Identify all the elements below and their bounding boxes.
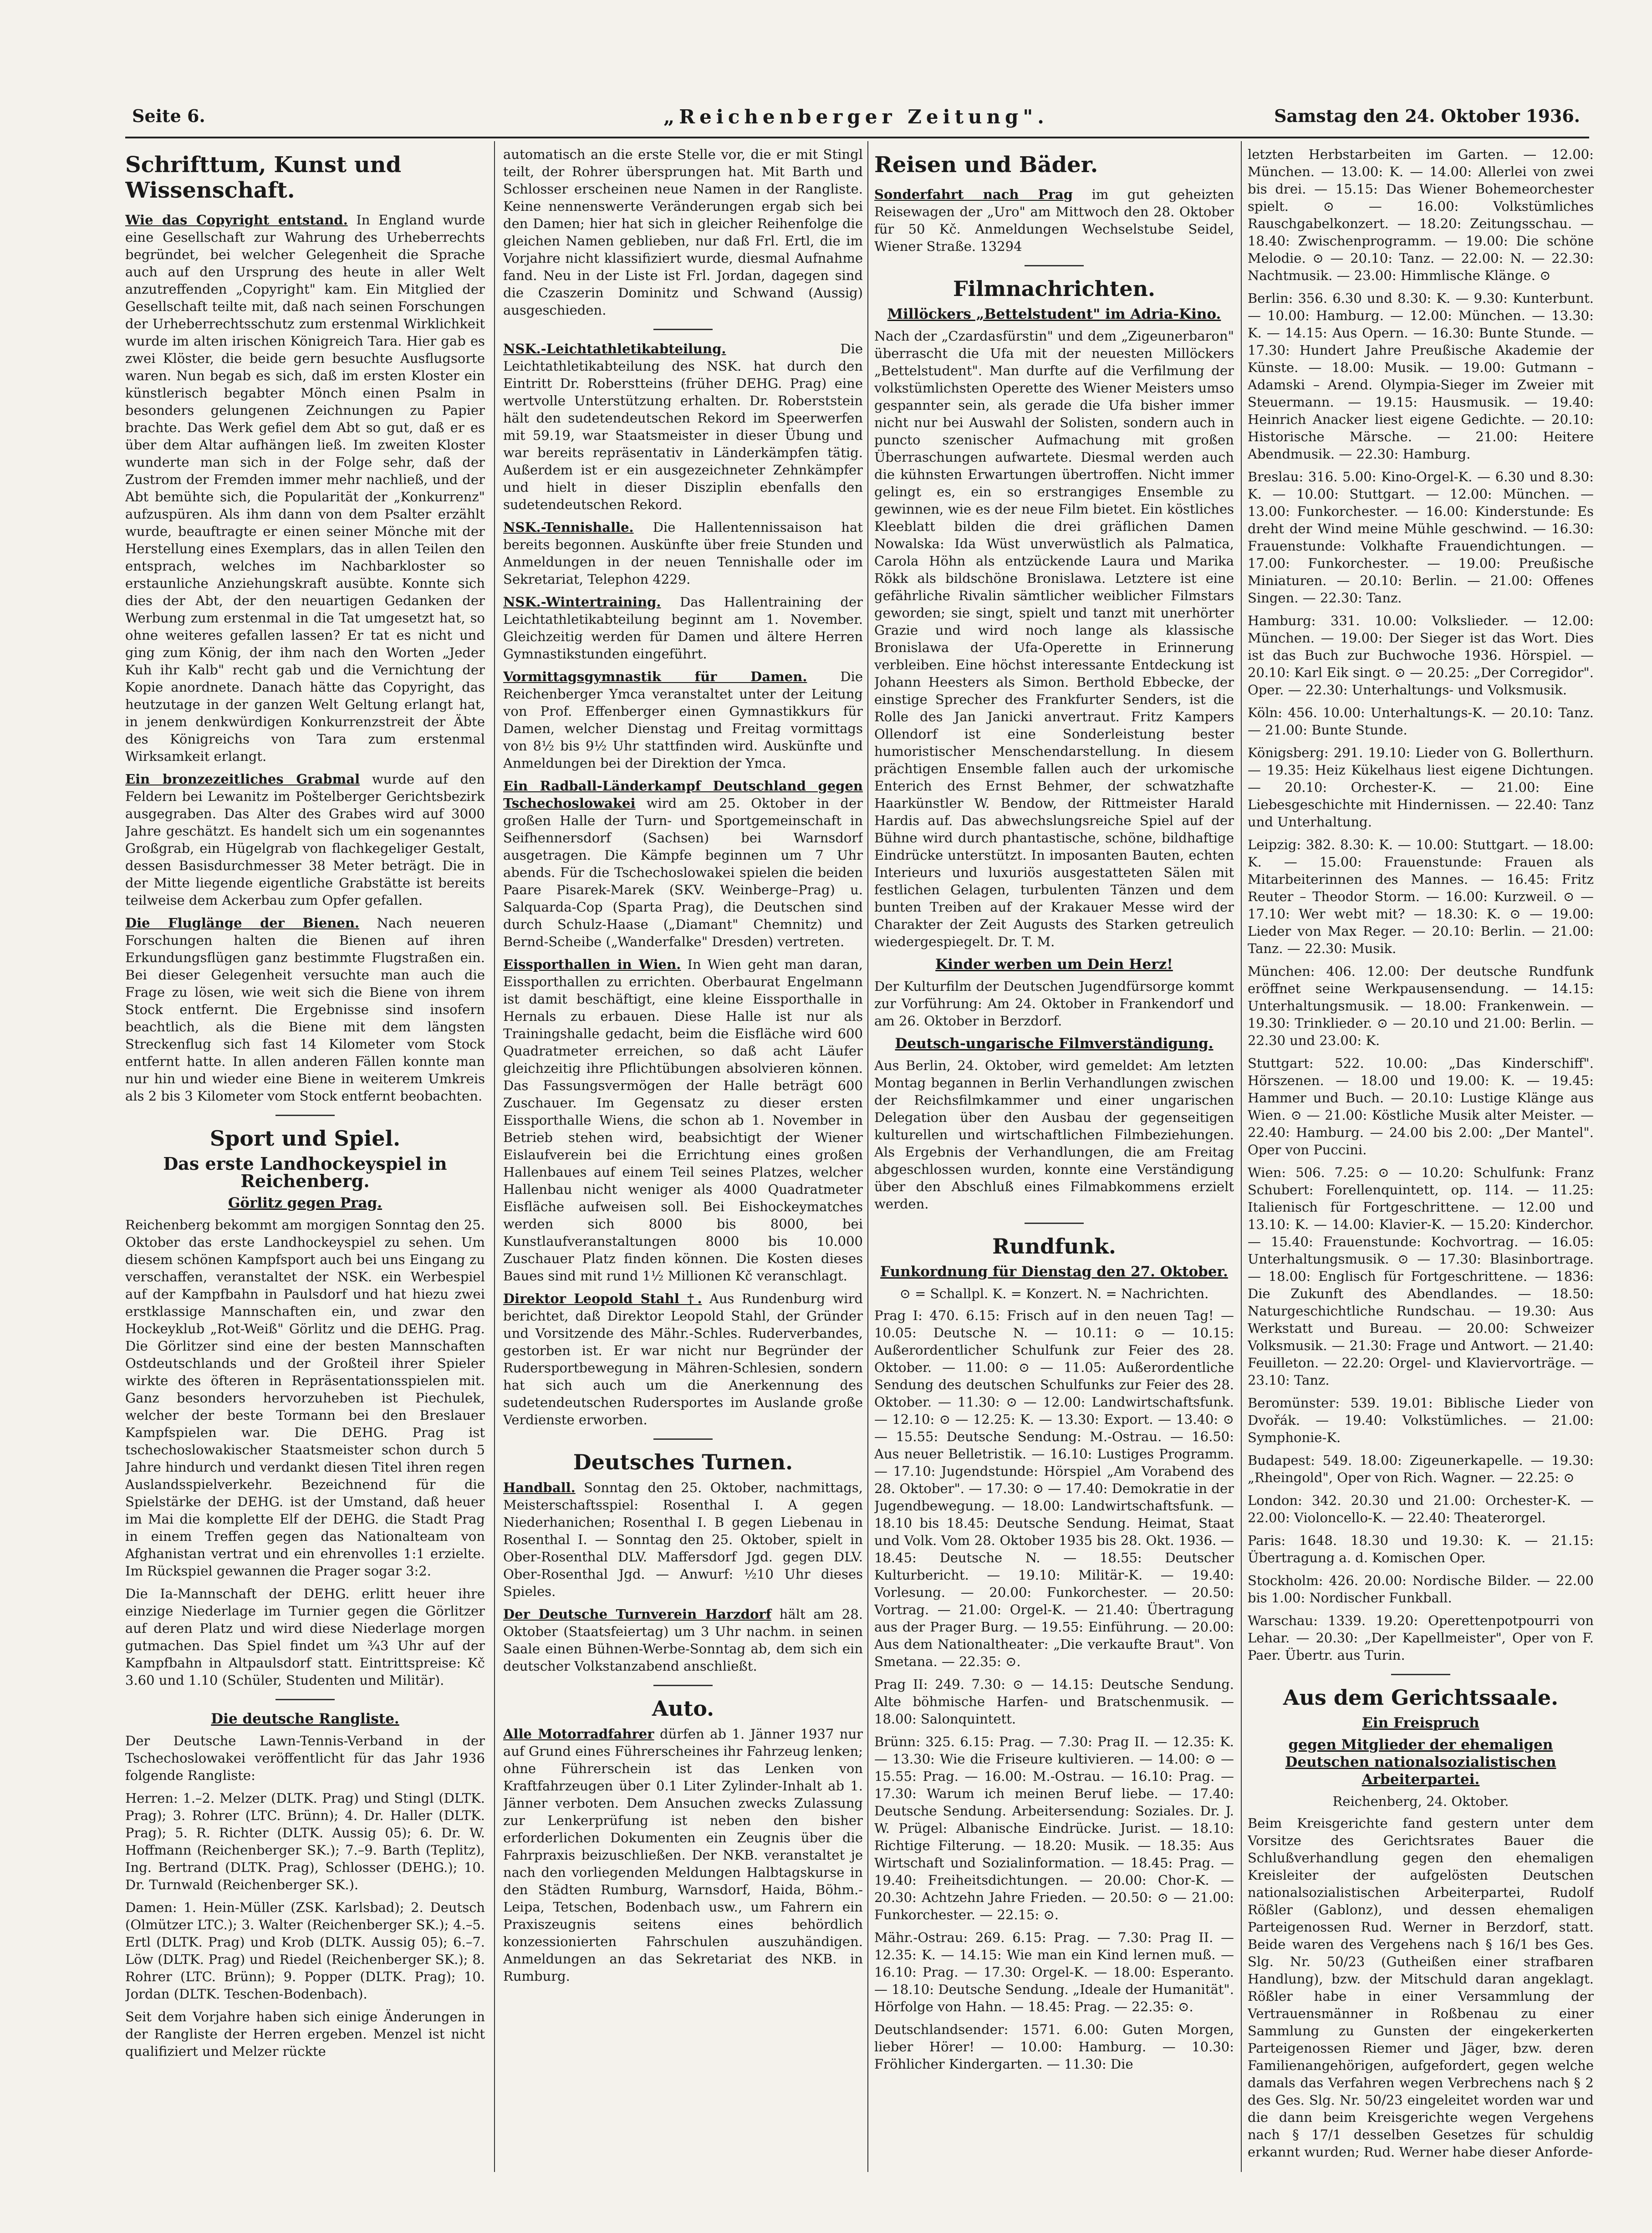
radio-listing-muenchen: München: 406. 12.00: Der deutsche Rundfunk eröffnet seine Werkpausensendung. — 14.15: Unterhaltungsmusik. — 18.00: Frankenwein. — 19.30: Trinklieder. ⊙ — 20.10 und 21.00: Berlin. — 22.30 und 23.00: K. <box>1248 964 1594 1048</box>
article-body: Nach neueren Forschungen halten die Bienen auf ihren Erkundungsflügen ganz bestimmte Flugstraßen ein. Bei dieser Gelegenheit versuchte man auch die Frage zu lösen, wie weit sich die Biene von ihrem Stock entfernt. Die Ergebnisse sind insofern beachtlich, als die Biene mit dem längsten Streckenflug sich fast 14 Kilometer vom Stock entfernt hatte. In allen anderen Fällen konnte man nur hin und wieder eine Biene in weiterem Umkreis als 2 bis 3 Kilometer vom Stock entfernt beobachten. <box>125 915 485 1104</box>
article-grabmal <box>125 770 485 909</box>
section-heading-gericht: Aus dem Gerichtssaale. <box>1283 1685 1559 1710</box>
article-lead: Die Fluglänge der Bienen. <box>125 915 360 931</box>
article-harzdorf <box>503 1606 863 1675</box>
radio-listing-koenigsberg: Königsberg: 291. 19.10: Lieder von G. Bollerthurn. — 19.35: Heiz Kükelhaus liest eigene Dichtungen. — 20.10: Orchester-K. — 21.00: Eine Liebesgeschichte mit Hindernissen. — 22.40: Tanz und Unterhaltung. <box>1248 745 1594 830</box>
radio-listing-beromuenster: Beromünster: 539. 19.01: Biblische Lieder von Dvořák. — 19.40: Volkstümliches. — 21.00: Symphonie-K. <box>1248 1395 1594 1445</box>
radio-listing-stockholm: Stockholm: 426. 20.00: Nordische Bilder. — 22.00 bis 1.00: Nordischer Funkball. <box>1248 1573 1594 1606</box>
article-body: wird am 25. Oktober in der großen Halle der Turn- und Sportgemeinschaft in Seifhennersdorf (Sachsen) bei Warnsdorf ausgetragen. Die Kämpfe beginnen um 7 Uhr abends. Für die Tschechoslowakei spielen die beiden Paare Pisarek-Marek (SKV. Weinberge–Prag) u. Salquarda-Cop (Sparta Prag), die Deutschen sind durch Schulz-Haase („Diamant" Chemnitz) und Bernd-Scheibe („Wanderfalke" Dresden) vertreten. <box>503 795 863 949</box>
article-sonderfahrt <box>874 186 1234 255</box>
section-heading-reisen: Reisen und Bäder. <box>874 152 1098 178</box>
column-1 <box>125 146 485 2167</box>
separator <box>653 329 713 330</box>
article-radball <box>503 777 863 950</box>
radio-listing-wien: Wien: 506. 7.25: ⊙ — 10.20: Schulfunk: Franz Schubert: Forellenquintett, op. 114. — 11.25: Italienisch für Fortgeschrittene. — 12.00 und 13.10: K. — 14.00: Klavier-K. — 15.20: Kinderchor. — 15.40: Frauenstunde: Kochvortrag. — 16.05: Unterhaltungsmusik. ⊙ — 17.30: Blasinbortrage. — 18.00: Englisch für Fortgeschrittene. — 1836: Die Zukunft des Abendlandes. — 18.50: Naturgeschichtliche Rundschau. — 19.30: Aus Werkstatt und Bureau. — 20.00: Schweizer Volksmusik. — 21.30: Frage und Antwort. — 21.40: Feuilleton. — 22.20: Orgel- und Klaviervorträge. — 23.10: Tanz. <box>1248 1165 1594 1388</box>
article-lead: Der Deutsche Turnverein Harzdorf <box>503 1606 772 1622</box>
column-2 <box>503 146 863 2167</box>
radio-listing-london: London: 342. 20.30 und 21.00: Orchester-K. — 22.00: Violoncello-K. — 22.40: Theaterorgel. <box>1248 1493 1594 1525</box>
subheadline-kinder: Kinder werben um Dein Herz! <box>935 956 1173 973</box>
subheadline-funkordnung: Funkordnung für Dienstag den 27. Oktober. <box>880 1264 1228 1280</box>
radio-listing-paris: Paris: 1648. 18.30 und 19.30: K. — 21.15: Übertragung a. d. Komischen Oper. <box>1248 1533 1594 1565</box>
article-lead: Handball. <box>503 1480 576 1495</box>
headline-freispruch: Ein Freispruch <box>1362 1715 1479 1731</box>
radio-listing-budapest: Budapest: 549. 18.00: Zigeunerkapelle. — 19.30: „Rheingold", Oper von Rich. Wagner. — 22.25: ⊙ <box>1248 1453 1594 1485</box>
masthead: „Reichenberger Zeitung". <box>663 106 1049 128</box>
subheadline-freispruch: gegen Mitglieder der ehemaligen Deutschen nationalsozialistischen Arbeiterpartei. <box>1285 1737 1556 1788</box>
article-body: im gut geheizten Reisewagen der „Uro" am Mittwoch den 28. Oktober für 50 Kč. Anmeldungen Wechselstube Seidel, Wiener Straße. 13294 <box>874 187 1234 254</box>
radio-listing-ostrau: Mähr.-Ostrau: 269. 6.15: Prag. — 7.30: Prag II. — 12.35: K. — 14.15: Wie man ein Kind lernen muß. — 16.10: Prag. — 17.30: Orgel-K. — 18.00: Esperanto. — 18.10: Deutsche Sendung. „Ideale der Humanität". Hörfolge von Hahn. — 18.45: Prag. — 22.35: ⊙. <box>874 1930 1234 2014</box>
article-handball <box>503 1479 863 1600</box>
article-body: Beim Kreisgerichte fand gestern unter dem Vorsitze des Gerichtsrates Bauer die Schlußverhandlung gegen den ehemaligen Kreisleiter der aufgelösten Deutschen nationalsozialistischen Arbeiterpartei, Rudolf Rößler (Gablonz), und dessen ehemaligen Parteigenossen Rud. Werner in Berzdorf, statt. Beide waren des Vergehens nach § 16/1 bes Ges. Slg. Nr. 50/23 (Gutheißen einer strafbaren Handlung), bzw. der Mitschuld daran angeklagt. Rößler habe in einer Versammlung der Vertrauensmänner in Roßbenau zu einer Sammlung zu Gunsten der eingekerkerten Parteigenossen Riemer und Jäger, bzw. deren Familienangehörigen, aufgefordert, gegen welche damals das Verfahren wegen Verbrechens nach § 2 des Ges. Slg. Nr. 50/23 eingeleitet worden war und die dann beim Kreisgerichte wegen Vergehens nach § 17/1 desselben Gesetzes für schuldig erkannt wurden; Rud. Werner habe dieser Anforde- <box>1248 1815 1594 2160</box>
separator <box>653 1438 713 1440</box>
article-copyright <box>125 211 485 765</box>
section-heading-sport: Sport und Spiel. <box>209 1126 401 1151</box>
article-body: hält am 28. Oktober (Staatsfeiertag) um 3 Uhr nachm. in seinen Saale einen Bühnen-Werbe-Sonntag ab, dem sich ein deutscher Volkstanzabend anschließt. <box>503 1606 863 1674</box>
article-body: Der Kulturfilm der Deutschen Jugendfürsorge kommt zur Vorführung: Am 24. Oktober in Frankendorf und am 26. Oktober in Berzdorf. <box>874 979 1234 1029</box>
article-body: dürfen ab 1. Jänner 1937 nur auf Grund eines Führerscheines ihr Fahrzeug lenken; ohne Führerschein ist das Lenken von Kraftfahrzeugen über 0.1 Liter Zylinder-Inhalt ab 1. Jänner verboten. Dem Ansuchen zwecks Zulassung zur Lenkerprüfung ist neben den bisher erforderlichen Dokumenten ein Zeugnis über die Fahrpraxis beizuschließen. Der NKB. veranstaltet je nach den vorliegenden Meldungen Halbtagskurse in den Städten Rumburg, Warnsdorf, Haida, Böhm.-Leipa, Tetschen, Bodenbach usw., um Fahrern ein Praxiszeugnis seitens eines behördlich konzessionierten Fahrschulen auszuhändigen. Anmeldungen an das Sekretariat des NKB. in Rumburg. <box>503 1726 863 1984</box>
subheadline-ungarn: Deutsch-ungarische Filmverständigung. <box>895 1035 1214 1052</box>
separator <box>1025 265 1084 266</box>
separator <box>1391 1674 1450 1675</box>
radio-listing-prag1: Prag I: 470. 6.15: Frisch auf in den neuen Tag! — 10.05: Deutsche N. — 10.11: ⊙ — 10.15: Außerordentlicher Schulfunk zur Feier des 28. Oktober. — 11.00: ⊙ — 11.05: Außerordentliche Sendung des deutschen Schulfunks zur Feier des 28. Oktober. — 11.30: ⊙ — 12.00: Landwirtschaftsfunk. — 12.10: ⊙ — 12.25: K. — 13.30: Export. — 13.40: ⊙ — 15.55: Deutsche Sendung: M.-Ostrau. — 16.50: Aus neuer Belletristik. — 16.10: Lustiges Programm. — 17.10: Jugendstunde: Hörspiel „Am Vorabend des 28. Oktober". — 17.30: ⊙ — 17.40: Demokratie in der Jugendbewegung. — 18.00: Landwirtschaftsfunk. — 18.10 bis 18.45: Deutsche Sendung. Heimat, Staat und Volk. Vom 28. Oktober 1935 bis 28. Okt. 1936. — 18.45: Deutsche N. — 18.55: Deutscher Kulturbericht. — 19.10: Militär-K. — 19.40: Vorlesung. — 20.00: Funkorchester. — 20.50: Vortrag. — 21.00: Orgel-K. — 21.40: Übertragung aus der Prager Burg. — 19.55: Einführung. — 20.00: Aus dem Nationaltheater: „Die verkaufte Braut". Von Smetana. — 22.35: ⊙. <box>874 1308 1234 1669</box>
article-body: Die Reichenberger Ymca veranstaltet unter der Leitung von Prof. Effenberger einen Gymnastikkurs für Damen, welcher Dienstag und Freitag vormittags von 8½ bis 9½ Uhr stattfinden wird. Auskünfte und Anmeldungen bei der Direktion der Ymca. <box>503 669 863 771</box>
article-bienen <box>125 914 485 1105</box>
radio-listing-continued: letzten Herbstarbeiten im Garten. — 12.00: München. — 13.00: K. — 14.00: Allerlei von zwei bis drei. — 15.15: Das Wiener Bohemeorchester spielt. ⊙ — 16.00: Volkstümliches Rauschgabelkonzert. — 18.20: Zeitungsschau. — 18.40: Zwischenprogramm. — 19.00: Die schöne Melodie. ⊙ — 20.10: Tanz. — 22.00: N. — 22.30: Nachtmusik. — 23.00: Himmlische Klänge. ⊙ <box>1248 147 1594 283</box>
article-lead: Ein Radball-Länderkampf Deutschland gegen Tschechoslowakei <box>503 778 863 811</box>
article-body: Die Leichtathletikabteilung des NSK. hat durch den Eintritt Dr. Roberstteins (früher DEHG. Prag) eine wertvolle Unterstützung erhalten. Dr. Roberststein hält den sudetendeutschen Rekord im Speerwerfen mit 59.19, war Staatsmeister in dieser Übung und war bereits repräsentativ in Länderkämpfen tätig. Außerdem ist er ein ausgezeichneter Zehnkämpfer und hielt in dieser Disziplin ebenfalls den sudetendeutschen Rekord. <box>503 341 863 512</box>
section-heading-rundfunk: Rundfunk. <box>992 1234 1116 1259</box>
radio-listing-leipzig: Leipzig: 382. 8.30: K. — 10.00: Stuttgart. — 18.00: K. — 15.00: Frauenstunde: Frauen als Mitarbeiterinnen des Mannes. — 16.45: Fritz Reuter – Theodor Storm. — 16.00: Kurzweil. ⊙ — 17.10: Wer webt mit? — 18.30: K. ⊙ — 19.00: Lieder von Max Reger. — 20.10: Berlin. — 21.00: Tanz. — 22.30: Musik. <box>1248 837 1594 956</box>
column-divider <box>494 141 495 2172</box>
subheadline-hockey: Görlitz gegen Prag. <box>228 1195 382 1211</box>
separator <box>275 1115 335 1116</box>
section-heading-turnen: Deutsches Turnen. <box>573 1450 793 1474</box>
article-body: Sonntag den 25. Oktober, nachmittags, Meisterschaftsspiel: Rosenthal I. A gegen Niederhanichen; Rosenthal I. B gegen Liebenau in Rosenthal I. — Sonntag den 25. Oktober, spielt in Ober-Rosenthal DLV. Maffersdorf Jgd. gegen DLV. Ober-Rosenthal Jgd. — Anwurf: ½10 Uhr dieses Spieles. <box>503 1480 863 1599</box>
radio-listing-koeln: Köln: 456. 10.00: Unterhaltungs-K. — 20.10: Tanz. — 21.00: Bunte Stunde. <box>1248 705 1594 738</box>
article-body: Nach der „Czardasfürstin" und dem „Zigeunerbaron" überrascht die Ufa mit der neuesten Millöckers „Bettelstudent". Man durfte auf die Verfilmung der volkstümlichsten Operette des Wiener Meisters umso gespannter sein, als gerade die Ufa bisher immer nicht nur bei Auswahl der Solisten, sondern auch in puncto szenischer Aufmachung mit großen Überraschungen aufwartete. Diesmal werden auch die kühnsten Erwartungen übertroffen. Nicht immer gelingt es, ein so erstrangiges Ensemble zu gewinnen, wie es der neue Film bietet. Ein köstliches Kleeblatt bilden die drei gräflichen Damen Nowalska: Ida Wüst unverwüstlich als Palmatica, Carola Höhn als entzückende Laura und Marika Rökk als bildschöne Bronislawa. Letztere ist eine gefährliche Rivalin sämtlicher weiblicher Filmstars geworden; sie singt, spielt und tanzt mit unerhörter Grazie und wird noch lange als klassische Bronislawa der Ufa-Operette in Erinnerung verbleiben. Eine höchst interessante Entdeckung ist Johann Heesters als Simon. Berthold Ebbecke, der einstige Sprecher des Frankfurter Senders, ist die Rolle des Jan Janicki anvertraut. Fritz Kampers Ollendorf ist eine Sonderleistung bester humoristischer Menschendarstellung. In diesem prächtigen Ensemble fallen auch der urkomische Enterich des Ernst Behmer, der schwatzhafte Haarkünstler W. Bendow, der Rittmeister Harald Hardis auf. Das abwechslungsreiche Spiel auf der Bühne wird durch phantastische, schöne, bildhaftige Eindrücke unterstützt. In imposanten Bauten, echten Interieurs und luxuriös ausgestatteten Sälen mit festlichen Gelagen, turbulenten Tänzen und dem bunten Treiben auf der Krakauer Messe wird der Charakter der Zeit Augusts des Starken getreulich wiedergespiegelt. Dr. T. M. <box>874 328 1234 949</box>
article-body: Reichenberg bekommt am morgigen Sonntag den 25. Oktober das erste Landhockeyspiel zu sehen. Um diesem schönen Kampfsport auch bei uns Eingang zu verschaffen, veranstaltet der NSK. ein Werbespiel auf der Kampfbahn in Paulsdorf und hat hiezu zwei erstklassige Mannschaften ein, und zwar den Hockeyklub „Rot-Weiß" Görlitz und die DEHG. Prag. Die Görlitzer sind eine der besten Mannschaften Ostdeutschlands und der Großteil ihrer Spieler wirkte des öfteren in Repräsentationsspielen mit. Ganz besonders hervorzuheben ist Piechulek, welcher der beste Tormann bei den Breslauer Kampfspielen war. Die DEHG. Prag ist tschechoslowakischer Staatsmeister schon durch 5 Jahre hindurch und verdankt diesen Titel ihren regen Auslandsspielverkehr. Bezeichnend für die Spielstärke der DEHG. ist der Umstand, daß heuer im Mai die komplette Elf der DEHG. die Stadt Prag in einem Treffen gegen das Nationalteam von Afghanistan vertrat und ein ehrenvolles 1:1 erzielte. Im Rückspiel gewannen die Prager sogar 3:2. <box>125 1217 485 1579</box>
article-lead: Direktor Leopold Stahl †. <box>503 1291 702 1306</box>
article-body: wurde auf den Feldern bei Lewanitz im Poštelberger Gerichtsbezirk ausgegraben. Das Alter des Grabes wird auf 3000 Jahre geschätzt. Es handelt sich um ein sogenanntes Großgrab, ein Hügelgrab von flachkegeliger Gestalt, dessen Basisdurchmesser 38 Meter beträgt. Die in der Mitte liegende eigentliche Grabstätte ist bereits teilweise dem Ackerbau zum Opfer gefallen. <box>125 771 485 908</box>
issue-date: Samstag den 24. Oktober 1936. <box>1274 106 1580 126</box>
page-number: Seite 6. <box>132 106 205 126</box>
column-3 <box>874 146 1234 2167</box>
section-heading-kunst: Schrifttum, Kunst und Wissenschaft. <box>125 152 402 203</box>
dateline: Reichenberg, 24. Oktober. <box>1332 1794 1509 1809</box>
article-body: Die Ia-Mannschaft der DEHG. erlitt heuer ihre einzige Niederlage im Turnier gegen die Görlitzer auf deren Platz und wird diese Niederlage morgen gutmachen. Das Spiel findet um ¾3 Uhr auf der Kampfbahn in Altpaulsdorf statt. Eintrittspreise: Kč 3.60 und 1.10 (Schüler, Studenten und Militär). <box>125 1586 485 1688</box>
headline-rangliste: Die deutsche Rangliste. <box>211 1711 399 1727</box>
article-lead: Sonderfahrt nach Prag <box>874 187 1073 202</box>
article-lead: NSK.-Leichtathletikabteilung. <box>503 341 726 357</box>
article-leichtathletik <box>503 340 863 513</box>
article-body: Seit dem Vorjahre haben sich einige Änderungen in der Rangliste der Herren ergeben. Menzel ist nicht qualifiziert und Melzer rückte <box>125 2009 485 2059</box>
radio-listing-breslau: Breslau: 316. 5.00: Kino-Orgel-K. — 6.30 und 8.30: K. — 10.00: Stuttgart. — 12.00: München. — 13.00: Funkorchester. — 16.00: Kinderstunde: Es dreht der Wind meine Mühle geschwind. — 16.30: Frauenstunde: Volkhafte Frauendichtungen. — 17.00: Funkorchester. — 19.00: Preußische Miniaturen. — 20.10: Berlin. — 21.00: Offenes Singen. — 22.30: Tanz. <box>1248 469 1594 606</box>
article-body: Das Hallentraining der Leichtathletikabteilung beginnt am 1. November. Gleichzeitig werden für Damen und ältere Herren Gymnastikstunden eingeführt. <box>503 594 863 662</box>
article-lead: Vormittagsgymnastik für Damen. <box>503 669 807 684</box>
article-motorrad <box>503 1725 863 1985</box>
article-body: Aus Rundenburg wird berichtet, daß Direktor Leopold Stahl, der Gründer und Vorsitzende des Mähr.-Schles. Ruderverbandes, gestorben ist. Er war nicht nur Begründer der Rudersportbewegung in Mähren-Schlesien, sondern hat sich auch um die Anerkennung des sudetendeutschen Rudersportes im Auslande große Verdienste erworben. <box>503 1291 863 1427</box>
article-lead: Wie das Copyright entstand. <box>125 212 348 228</box>
page-header <box>132 106 1580 133</box>
separator <box>275 1699 335 1700</box>
radio-listing-hamburg: Hamburg: 331. 10.00: Volkslieder. — 12.00: München. — 19.00: Der Sieger ist das Wort. Dies ist das Buch zur Buchwoche 1936. Hörspiel. — 20.10: Karl Eik singt. ⊙ — 20.25: „Der Corregidor". Oper. — 22.30: Unterhaltungs- und Volksmusik. <box>1248 613 1594 698</box>
article-eissport <box>503 956 863 1285</box>
radio-listing-prag2: Prag II: 249. 7.30: ⊙ — 14.15: Deutsche Sendung. Alte böhmische Harfen- und Bratschenmusik. — 18.00: Salonquintett. <box>874 1677 1234 1727</box>
ranking-men: Herren: 1.–2. Melzer (DLTK. Prag) und Stingl (DLTK. Prag); 3. Rohrer (LTC. Brünn); 4. Dr. Haller (DLTK. Prag); 5. R. Richter (DLTK. Aussig 05); 6. Dr. W. Hoffmann (Reichenberger SK.); 7.–9. Barth (Teplitz), Ing. Bertrand (DLTK. Prag), Schlosser (DEHG.); 10. Dr. Turnwald (Reichenberger SK.). <box>125 1790 485 1892</box>
article-body: Aus Berlin, 24. Oktober, wird gemeldet: Am letzten Montag begannen in Berlin Verhandlungen zwischen der Reichsfilmkammer und einer ungarischen Delegation über den Ausbau der gegenseitigen kulturellen und wirtschaftlichen Filmbeziehungen. Als Ergebnis der Verhandlungen, die am Freitag abgeschlossen wurden, konnte eine Verständigung über den Abschluß eines Filmabkommens erzielt werden. <box>874 1058 1234 1212</box>
article-body: automatisch an die erste Stelle vor, die er mit Stingl teilt, der Rohrer übersprungen hat. Mit Barth und Schlosser erscheinen neue Namen in der Rangliste. Keine nennenswerte Veränderungen ergab sich bei den Damen; hier hat sich in gleicher Reihenfolge die gleichen Namen geblieben, nur daß Frl. Ertl, die im Vorjahre nicht klassifiziert wurde, diesmal Aufnahme fand. Neu in der Liste ist Frl. Jordan, dagegen sind die Czaszerin Dominitz und Schwand (Aussig) ausgeschieden. <box>503 147 863 318</box>
article-body: Die Hallentennissaison hat bereits begonnen. Auskünfte über freie Stunden und Anmeldungen in der neuen Tennishalle oder im Sekretariat, Telephon 4229. <box>503 520 863 587</box>
article-lead: NSK.-Tennishalle. <box>503 520 634 535</box>
section-heading-film: Filmnachrichten. <box>953 276 1156 301</box>
article-body: In England wurde eine Gesellschaft zur Wahrung des Urheberrechts begründet, bei welcher Gelegenheit die Sprache auch auf den Ursprung des heute in aller Welt anzutreffenden „Copyright" kam. Ein Mitglied der Gesellschaft teilte mit, daß nach seinen Forschungen der Urheberrechtsschutz zum erstenmal Wirklichkeit wurde im alten irischen Königreich Tara. Hier gab es zwei Klöster, die beide gern besuchte Ausflugsorte waren. Nun begab es sich, daß im ersten Kloster ein künstlerisch begabter Mönch einen Psalm in besonders gelungenen Zeichnungen zu Papier brachte. Das Werk gefiel dem Abt so gut, daß er es über dem Altar aufhängen ließ. Im zweiten Kloster wunderte man sich in der Folge sehr, daß der Zustrom der Fremden immer mehr nachließ, und der Abt bemühte sich, die Popularität der „Konkurrenz" aufzuspüren. Als ihm dann von dem Psalter erzählt wurde, beauftragte er einen seiner Mönche mit der Herstellung eines Exemplars, das in allen Teilen den entsprach, welches im Nachbarkloster so erstaunliche Anziehungskraft ausübte. Konnte sich dies der Abt, der den neuartigen Gedanken der Werbung zum erstenmal in die Tat umgesetzt hat, so ohne weiteres gefallen lassen? Er tat es nicht und ging zum König, der ihm nach den Worten „Jeder Kuh ihr Kalb" recht gab und die Vernichtung der Kopie anordnete. Danach hätte das Copyright, das heutzutage in der ganzen Welt Geltung erlangt hat, in jenem denkwürdigen Konkurrenzstreit der Äbte des Königreichs von Tara zum erstenmal Wirksamkeit erlangt. <box>125 212 485 764</box>
separator <box>1025 1223 1084 1224</box>
radio-listing-berlin: Berlin: 356. 6.30 und 8.30: K. — 9.30: Kunterbunt. — 10.00: Hamburg. — 12.00: München. — 13.30: K. — 14.15: Aus Opern. — 16.30: Bunte Stunde. — 17.30: Hundert Jahre Preußische Akademie der Künste. — 18.00: Musik. — 19.00: Gutmann – Adamski – Arend. Olympia-Sieger im Zweier mit Steuermann. — 19.15: Hausmusik. — 19.40: Heinrich Anacker liest eigene Gedichte. — 20.10: Historische Märsche. — 21.00: Heitere Abendmusik. — 22.30: Hamburg. <box>1248 291 1594 462</box>
column-4 <box>1248 146 1594 2167</box>
article-tennishalle <box>503 519 863 588</box>
article-stahl <box>503 1290 863 1428</box>
radio-legend: ⊙ = Schallpl. K. = Konzert. N. = Nachrichten. <box>899 1286 1209 1301</box>
header-rule <box>125 137 1589 138</box>
article-gymnastik <box>503 668 863 772</box>
ranking-women: Damen: 1. Hein-Müller (ZSK. Karlsbad); 2. Deutsch (Olmützer LTC.); 3. Walter (Reichenberger SK.); 4.–5. Ertl (DLTK. Prag) und Krob (DLTK. Aussig 05); 6.–7. Löw (DLTK. Prag) und Riedel (Reichenberger SK.); 8. Rohrer (LTC. Brünn); 9. Popper (DLTK. Prag); 10. Jordan (DLTK. Teschen-Bodenbach). <box>125 1900 485 2002</box>
article-body: Der Deutsche Lawn-Tennis-Verband in der Tschechoslowakei veröffentlicht für das Jahr 1936 folgende Rangliste: <box>125 1733 485 1783</box>
separator <box>653 1685 713 1686</box>
radio-listing-bruenn: Brünn: 325. 6.15: Prag. — 7.30: Prag II. — 12.35: K. — 13.30: Wie die Friseure kultivieren. — 14.00: ⊙ — 15.55: Prag. — 16.00: M.-Ostrau. — 16.10: Prag. — 17.30: Warum ich meinen Beruf liebe. — 17.40: Deutsche Sendung. Arbeitersendung: Soziales. Dr. J. W. Prügel: Albanische Eindrücke. Jurist. — 18.10: Richtige Filterung. — 18.20: Musik. — 18.35: Aus Wirtschaft und Sozialinformation. — 18.45: Prag. — 19.40: Freiheitsdichtungen. — 20.00: Chor-K. — 20.30: Achtzehn Jahre Frieden. — 20.50: ⊙ — 21.00: Funkorchester. — 22.15: ⊙. <box>874 1734 1234 1922</box>
radio-listing-stuttgart: Stuttgart: 522. 10.00: „Das Kinderschiff". Hörszenen. — 18.00 und 19.00: K. — 19.45: Hammer und Buch. — 20.10: Lustige Klänge aus Wien. ⊙ — 21.00: Köstliche Musik alter Meister. — 22.40: Hamburg. — 24.00 bis 2.00: „Der Mantel". Oper von Puccini. <box>1248 1055 1594 1157</box>
radio-listing-deutschlandsender: Deutschlandsender: 1571. 6.00: Guten Morgen, lieber Hörer! — 10.00: Hamburg. — 10.30: Fröhlicher Kindergarten. — 11.30: Die <box>874 2022 1234 2072</box>
article-body: In Wien geht man daran, Eissporthallen zu errichten. Oberbaurat Engelmann ist damit beschäftigt, eine kleine Eissporthalle in Hernals zu erbauen. Diese Halle ist nur als Trainingshalle gedacht, beim die Eisfläche wird 600 Quadratmeter erreichen, so daß acht Läufer gleichzeitig ihre Pflichtübungen absolvieren können. Das Fassungsvermögen der Halle beträgt 600 Zuschauer. Im Gegensatz zu dieser ersten Eissporthalle Wiens, die schon ab 1. November in Betrieb stehen wird, beabsichtigt der Wiener Eislaufverein bei die Errichtung eines großen Hallenbaues auf einem Teil seines Platzes, welcher Hallenbau nicht weniger als 4000 Quadratmeter Eisfläche aufweisen soll. Bei Eishockeymatches werden sich 8000 bis 8000, bei Kunstlaufveranstaltungen 8000 bis 10.000 Zuschauer Platz finden können. Die Kosten dieses Baues sind mit rund 1½ Millionen Kč veranschlagt. <box>503 957 863 1284</box>
column-divider <box>867 141 868 2172</box>
article-lead: NSK.-Wintertraining. <box>503 594 661 610</box>
column-divider <box>1241 141 1242 2172</box>
article-lead: Ein bronzezeitliches Grabmal <box>125 771 360 787</box>
article-wintertraining <box>503 593 863 663</box>
radio-listing-warschau: Warschau: 1339. 19.20: Operettenpotpourri von Lehar. — 20.30: „Der Kapellmeister", Oper von F. Paer. Übertr. aus Turin. <box>1248 1613 1594 1663</box>
section-heading-auto: Auto. <box>652 1696 714 1721</box>
subheadline-film: Millöckers „Bettelstudent" im Adria-Kino. <box>887 306 1221 322</box>
article-lead: Alle Motorradfahrer <box>503 1726 654 1742</box>
headline-hockey: Das erste Landhockeyspiel in Reichenberg. <box>163 1153 447 1191</box>
article-lead: Eissporthallen in Wien. <box>503 957 681 972</box>
